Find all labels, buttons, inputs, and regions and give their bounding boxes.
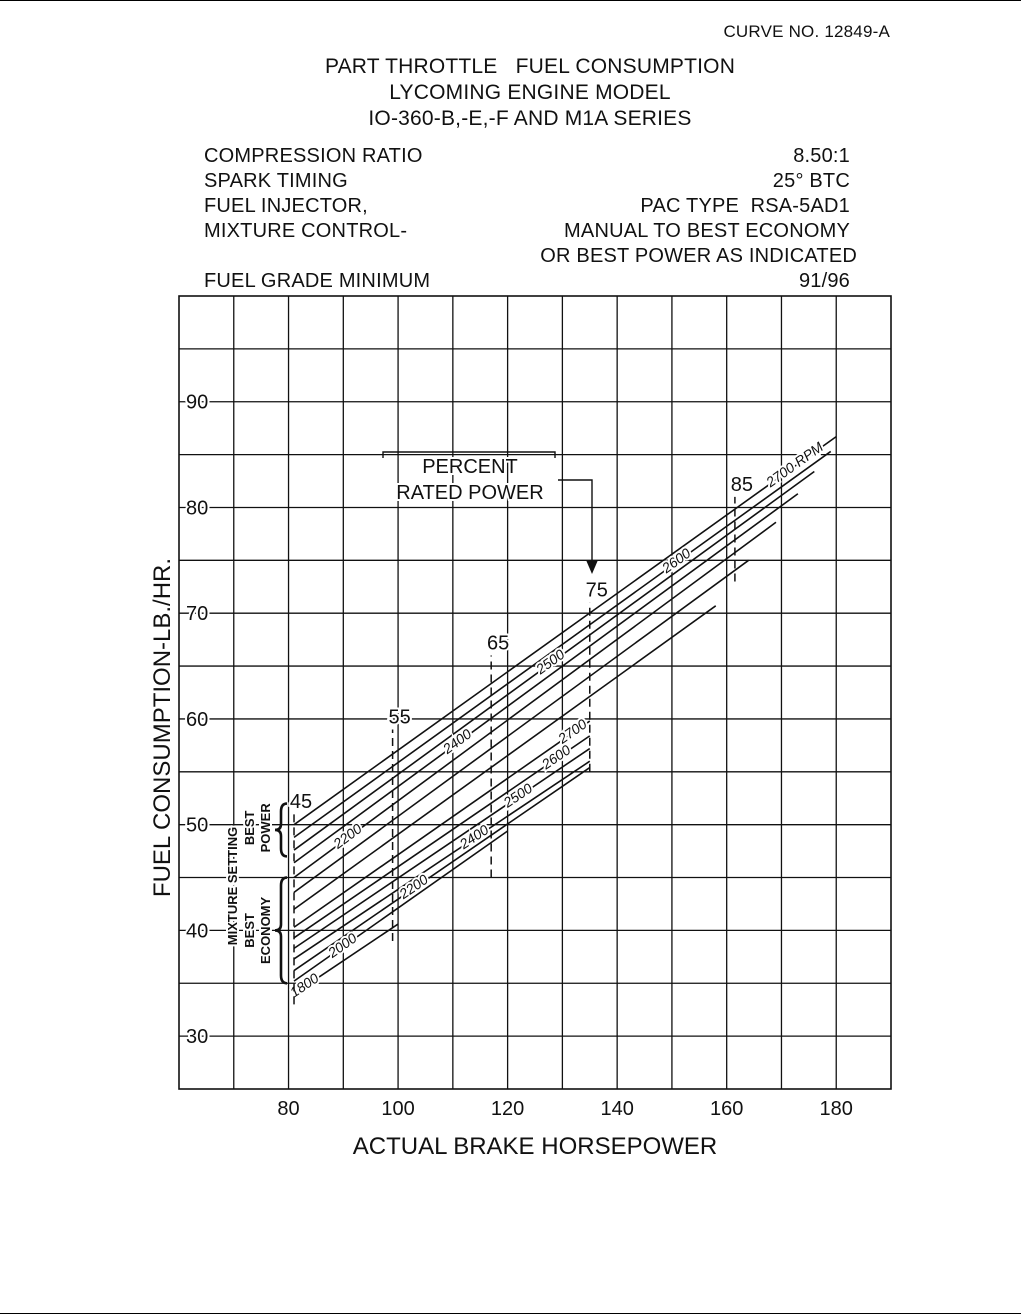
series-label: 2400	[456, 821, 492, 852]
spec-label-injector: FUEL INJECTOR,	[204, 195, 368, 217]
spec-label-mixture: MIXTURE CONTROL-	[204, 220, 408, 242]
x-tick-label: 120	[490, 1098, 525, 1120]
curve-number: CURVE NO. 12849-A	[723, 22, 890, 41]
series-label: 2400	[439, 725, 475, 757]
best-economy-label-2: ECONOMY	[258, 896, 273, 964]
best-power-label-2: POWER	[258, 803, 273, 853]
spec-value-compression: 8.50:1	[793, 145, 850, 167]
y-tick-label: 30	[186, 1026, 209, 1049]
spec-value-injector: PAC TYPE RSA-5AD1	[640, 195, 850, 217]
percent-rated-power-label-2: RATED POWER	[396, 482, 544, 504]
y-tick-label: 50	[186, 814, 209, 837]
callout-arrow-head	[586, 560, 598, 574]
y-tick-label: 60	[186, 708, 209, 731]
percent-marker-label: 55	[388, 706, 411, 729]
series-label: 2000	[324, 929, 360, 961]
series-label: 2700	[554, 715, 590, 747]
percent-marker-label: 65	[487, 632, 510, 655]
spec-value-mixture: MANUAL TO BEST ECONOMY	[564, 220, 850, 242]
x-axis-label: ACTUAL BRAKE HORSEPOWER	[352, 1133, 718, 1160]
percent-marker-label: 85	[730, 473, 754, 496]
series-label: 2200	[330, 820, 365, 852]
mixture-setting-label: MIXTURE SETTING	[225, 826, 240, 946]
series-line-5	[294, 560, 749, 892]
y-tick-label: 90	[186, 391, 209, 414]
percent-rated-power-label: PERCENT	[422, 456, 518, 478]
percent-marker-label: 75	[585, 579, 608, 602]
title-line-3: IO-360-B,-E,-F AND M1A SERIES	[368, 107, 692, 130]
x-tick-label: 140	[600, 1098, 634, 1120]
series-line-3	[294, 494, 798, 863]
series-label: 2600	[538, 741, 574, 773]
x-tick-label: 180	[819, 1098, 853, 1120]
y-tick-label: 70	[186, 603, 209, 626]
series-label: 2600	[658, 544, 694, 577]
series-line-0	[294, 437, 836, 825]
best-economy-label: BEST	[242, 913, 257, 948]
best-power-brace	[275, 804, 287, 857]
x-tick-label: 100	[381, 1098, 415, 1120]
series-label: 1800	[286, 969, 322, 1001]
plot-frame	[179, 296, 891, 1089]
y-axis-label: FUEL CONSUMPTION-LB./HR.	[149, 557, 176, 898]
series-label: 2200	[396, 871, 431, 902]
spec-label-fuel-grade: FUEL GRADE MINIMUM	[204, 270, 431, 292]
y-tick-label: 80	[186, 497, 209, 520]
callout-arrow-line	[558, 480, 592, 562]
title-line-1: PART THROTTLE FUEL CONSUMPTION	[324, 55, 736, 78]
series-label: 2500	[532, 645, 568, 678]
spec-value-mixture-2: OR BEST POWER AS INDICATED	[540, 245, 857, 267]
x-tick-label: 80	[277, 1098, 300, 1120]
spec-label-compression: COMPRESSION RATIO	[204, 145, 423, 167]
spec-value-fuel-grade: 91/96	[798, 270, 850, 292]
y-tick-label: 40	[186, 920, 209, 943]
percent-marker-label: 45	[289, 791, 313, 814]
series-label: 2700 RPM	[762, 438, 827, 491]
spec-value-spark: 25° BTC	[772, 170, 850, 192]
title-line-2: LYCOMING ENGINE MODEL	[389, 81, 671, 104]
series-label: 2500	[500, 779, 536, 811]
spec-label-spark: SPARK TIMING	[204, 170, 348, 192]
x-tick-label: 160	[710, 1098, 744, 1120]
best-power-label: BEST	[242, 810, 257, 846]
